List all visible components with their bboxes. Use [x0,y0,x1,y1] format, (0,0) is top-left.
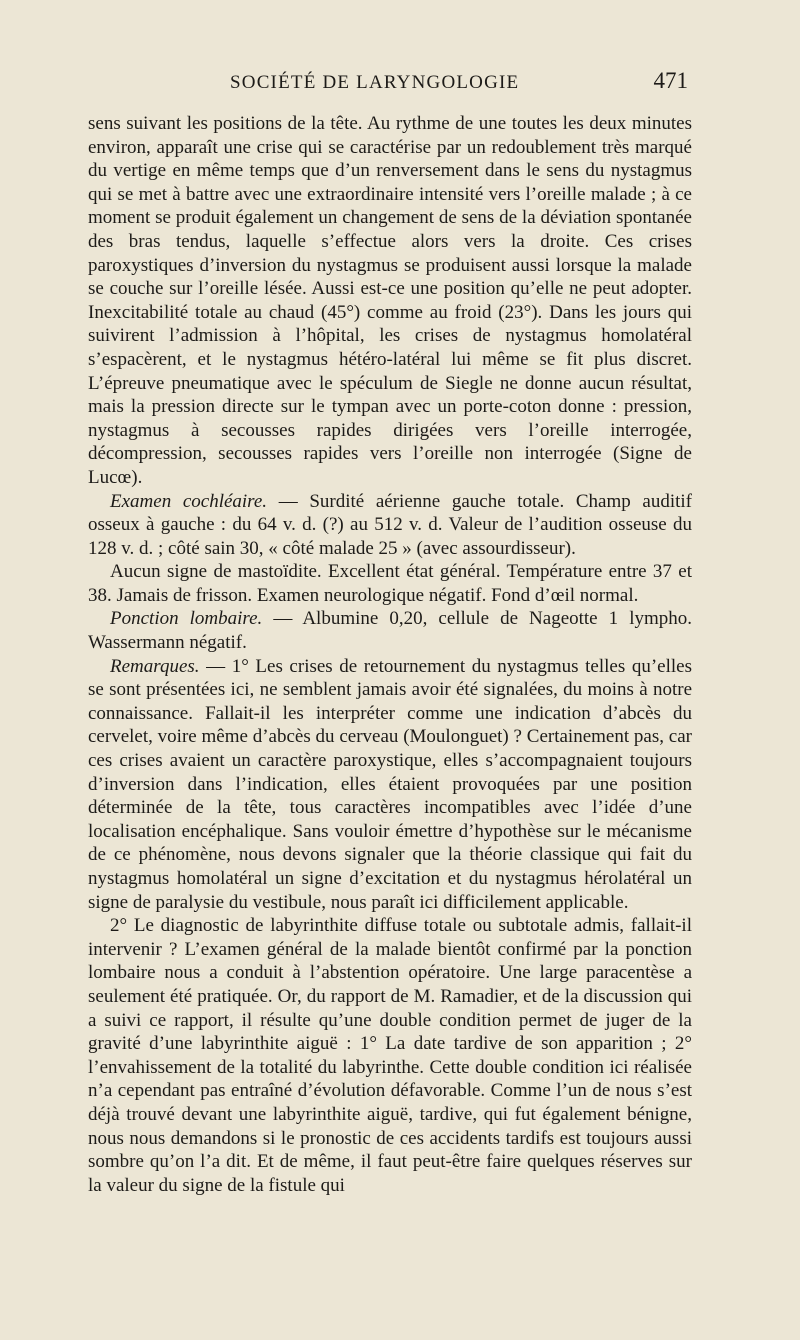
page-number: 471 [653,68,688,93]
paragraph-general-state: Aucun signe de mastoïdite. Excellent état général. Température entre 37 et 38. Jamais de frisson. Examen neurologique négatif. Fond d’œil normal. [88,561,692,606]
running-head: SOCIÉTÉ DE LARYNGOLOGIE [230,72,520,93]
section-label-cochlear-exam: Examen cochléaire. [110,490,268,512]
body-text [88,112,692,1197]
section-label-remarks: Remarques. [110,655,200,677]
paragraph-remarks [88,655,692,915]
paragraph-diagnosis: 2° Le diagnostic de labyrinthite diffuse totale ou subtotale admis, fallait-il intervenir ? L’examen général de la malade bientôt confirmé par la ponction lombaire nous a conduit à l’abstention opératoire. Une large paracentèse a seulement été pratiquée. Or, du rapport de M. Ramadier, et de la discussion qui a suivi ce rapport, il résulte qu’une double condition permet de juger de la gravité d’une labyrinthite aiguë : 1° La date tardive de son apparition ; 2° l’envahissement de la totalité du labyrinthe. Cette double condition ici réalisée n’a cependant pas entraîné d’évolution défavorable. Comme l’un de nous s’est déjà trouvé devant une labyrinthite aiguë, tardive, qui fut également bénigne, nous nous demandons si le pronostic de ces accidents tardifs est toujours aussi sombre qu’on l’a dit. Et de même, il faut peut-être faire quelques réserves sur la valeur du signe de la fistule qui [88,915,692,1196]
paragraph-lumbar-puncture [88,607,692,654]
cochlear-exam-text: — Surdité aérienne gauche totale. Champ auditif osseux à gauche : du 64 v. d. (?) au 512 v. d. Valeur de l’audition osseuse du 128 v. d. ; côté sain 30, « côté malade 25 » (avec assourdisseur). [88,490,692,559]
paragraph-1: sens suivant les positions de la tête. Au rythme de une toutes les deux minutes environ, apparaît une crise qui se caractérise par un redoublement très marqué du vertige en même temps que d’un renversement dans le sens du nystagmus qui se met à battre avec une extraordinaire intensité vers l’oreille malade ; à ce moment se produit également un changement de sens de la déviation spontanée des bras tendus, laquelle s’effectue alors vers la droite. Ces crises paroxystiques d’inversion du nystagmus se produisent aussi lorsque la malade se couche sur l’oreille lésée. Aussi est-ce une position qu’elle ne peut adopter. Inexcitabilité totale au chaud (45°) comme au froid (23°). Dans les jours qui suivirent l’admission à l’hôpital, les crises de nystagmus homolatéral s’espacèrent, et le nystagmus hétéro-latéral lui même se fit plus discret. L’épreuve pneumatique avec le spéculum de Siegle ne donne aucun résultat, mais la pression directe sur le tympan avec un porte-coton donne : pression, nystagmus à secousses rapides dirigées vers l’oreille interrogée, décompression, secousses rapides vers l’oreille non interrogée (Signe de Lucœ). [88,113,692,488]
section-label-lumbar-puncture: Ponction lombaire. [110,608,263,630]
remarks-text: — 1° Les crises de retournement du nystagmus telles qu’elles se sont présentées ici, ne semblent jamais avoir été signalées, du moins à notre connaissance. Fallait-il les interpréter comme une indication d’abcès du cervelet, voire même d’abcès du cerveau (Moulonguet) ? Certainement pas, car ces crises avaient un caractère paroxystique, elles s’accompagnaient toujours d’inversion dans l’indication, elles étaient provoquées par une position déterminée de la tête, tous caractères incompatibles avec l’idée d’une localisation encéphalique. Sans vouloir émettre d’hypothèse sur le mécanisme de ce phénomène, nous devons signaler que la théorie classique qui fait du nystagmus homolatéral un signe d’excitation et du nystagmus hérolatéral un signe de paralysie du vestibule, nous paraît ici difficilement applicable. [88,655,692,913]
paragraph-cochlear-exam [88,490,692,561]
lumbar-puncture-text: — Albumine 0,20, cellule de Nageotte 1 lympho. Wassermann négatif. [88,608,692,654]
